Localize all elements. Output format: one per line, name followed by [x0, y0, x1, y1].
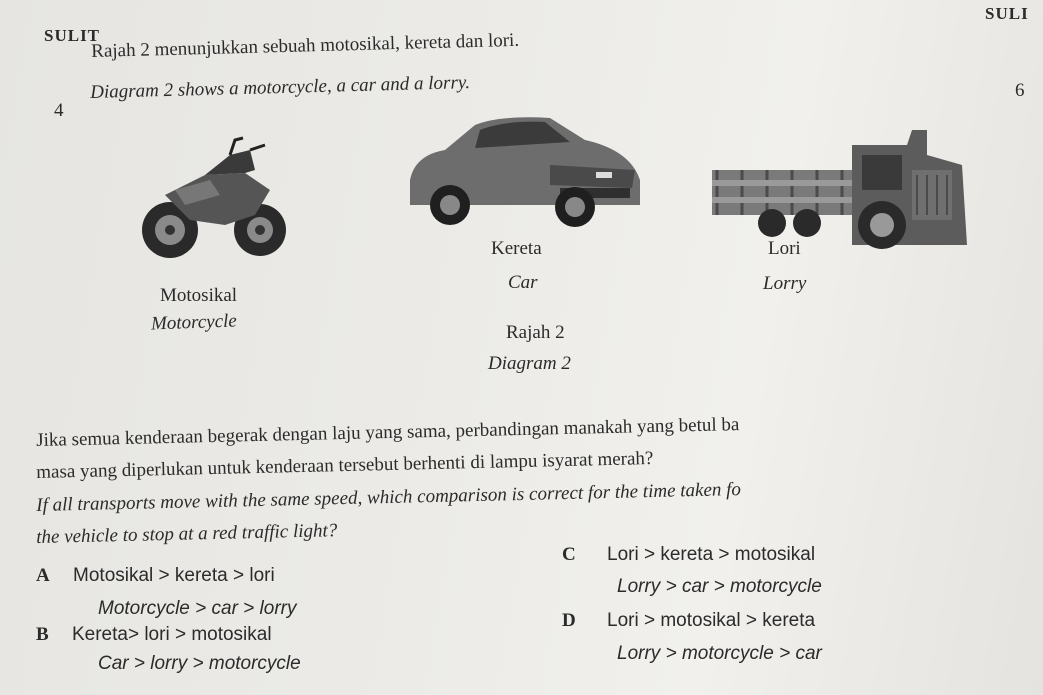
lorry-image: [712, 125, 970, 265]
prompt-english-line2: the vehicle to stop at a red traffic light?: [36, 520, 338, 548]
question-text-english: Diagram 2 shows a motorcycle, a car and a lorry.: [90, 72, 471, 103]
option-b-malay: Kereta> lori > motosikal: [71, 624, 272, 645]
motorcycle-label-malay: Motosikal: [160, 285, 238, 306]
option-letter: D: [562, 610, 576, 631]
option-letter: A: [36, 565, 50, 586]
question-text-malay: Rajah 2 menunjukkan sebuah motosikal, kereta dan lori.: [91, 29, 520, 62]
lorry-label-malay: Lori: [768, 238, 801, 259]
motorcycle-image: [135, 135, 290, 265]
option-a[interactable]: [36, 565, 275, 587]
option-c-malay: Lori > kereta > motosikal: [607, 544, 816, 565]
car-image: [400, 110, 650, 230]
option-d[interactable]: [562, 610, 815, 632]
option-c-english: Lorry > car > motorcycle: [617, 576, 822, 597]
prompt-malay-line2: masa yang diperlukan untuk kenderaan tersebut berhenti di lampu isyarat merah?: [36, 447, 654, 483]
page-number: 6: [1015, 80, 1025, 101]
option-d-malay: Lori > motosikal > kereta: [607, 610, 816, 631]
option-letter: C: [562, 544, 576, 565]
prompt-english-line1: If all transports move with the same speed, which comparison is correct for the time taken fo: [36, 479, 742, 516]
lorry-label-english: Lorry: [763, 273, 807, 294]
option-a-english: Motorcycle > car > lorry: [98, 598, 297, 619]
prompt-malay-line1: Jika semua kenderaan begerak dengan laju yang sama, perbandingan manakah yang betul ba: [36, 414, 740, 451]
option-b-english: Car > lorry > motorcycle: [98, 653, 301, 674]
option-b[interactable]: [36, 624, 272, 646]
option-letter: B: [36, 624, 49, 645]
header-right-code: SULI: [985, 4, 1029, 23]
option-d-english: Lorry > motorcycle > car: [617, 643, 822, 664]
motorcycle-label-english: Motorcycle: [150, 310, 238, 335]
car-label-english: Car: [508, 272, 538, 293]
question-number: 4: [54, 100, 64, 121]
option-a-malay: Motosikal > kereta > lori: [73, 565, 275, 586]
option-c[interactable]: [562, 544, 815, 566]
diagram-caption-malay: Rajah 2: [506, 322, 565, 343]
diagram-caption-english: Diagram 2: [488, 353, 571, 374]
header-left-code: SULIT: [44, 26, 101, 45]
car-label-malay: Kereta: [491, 238, 542, 259]
